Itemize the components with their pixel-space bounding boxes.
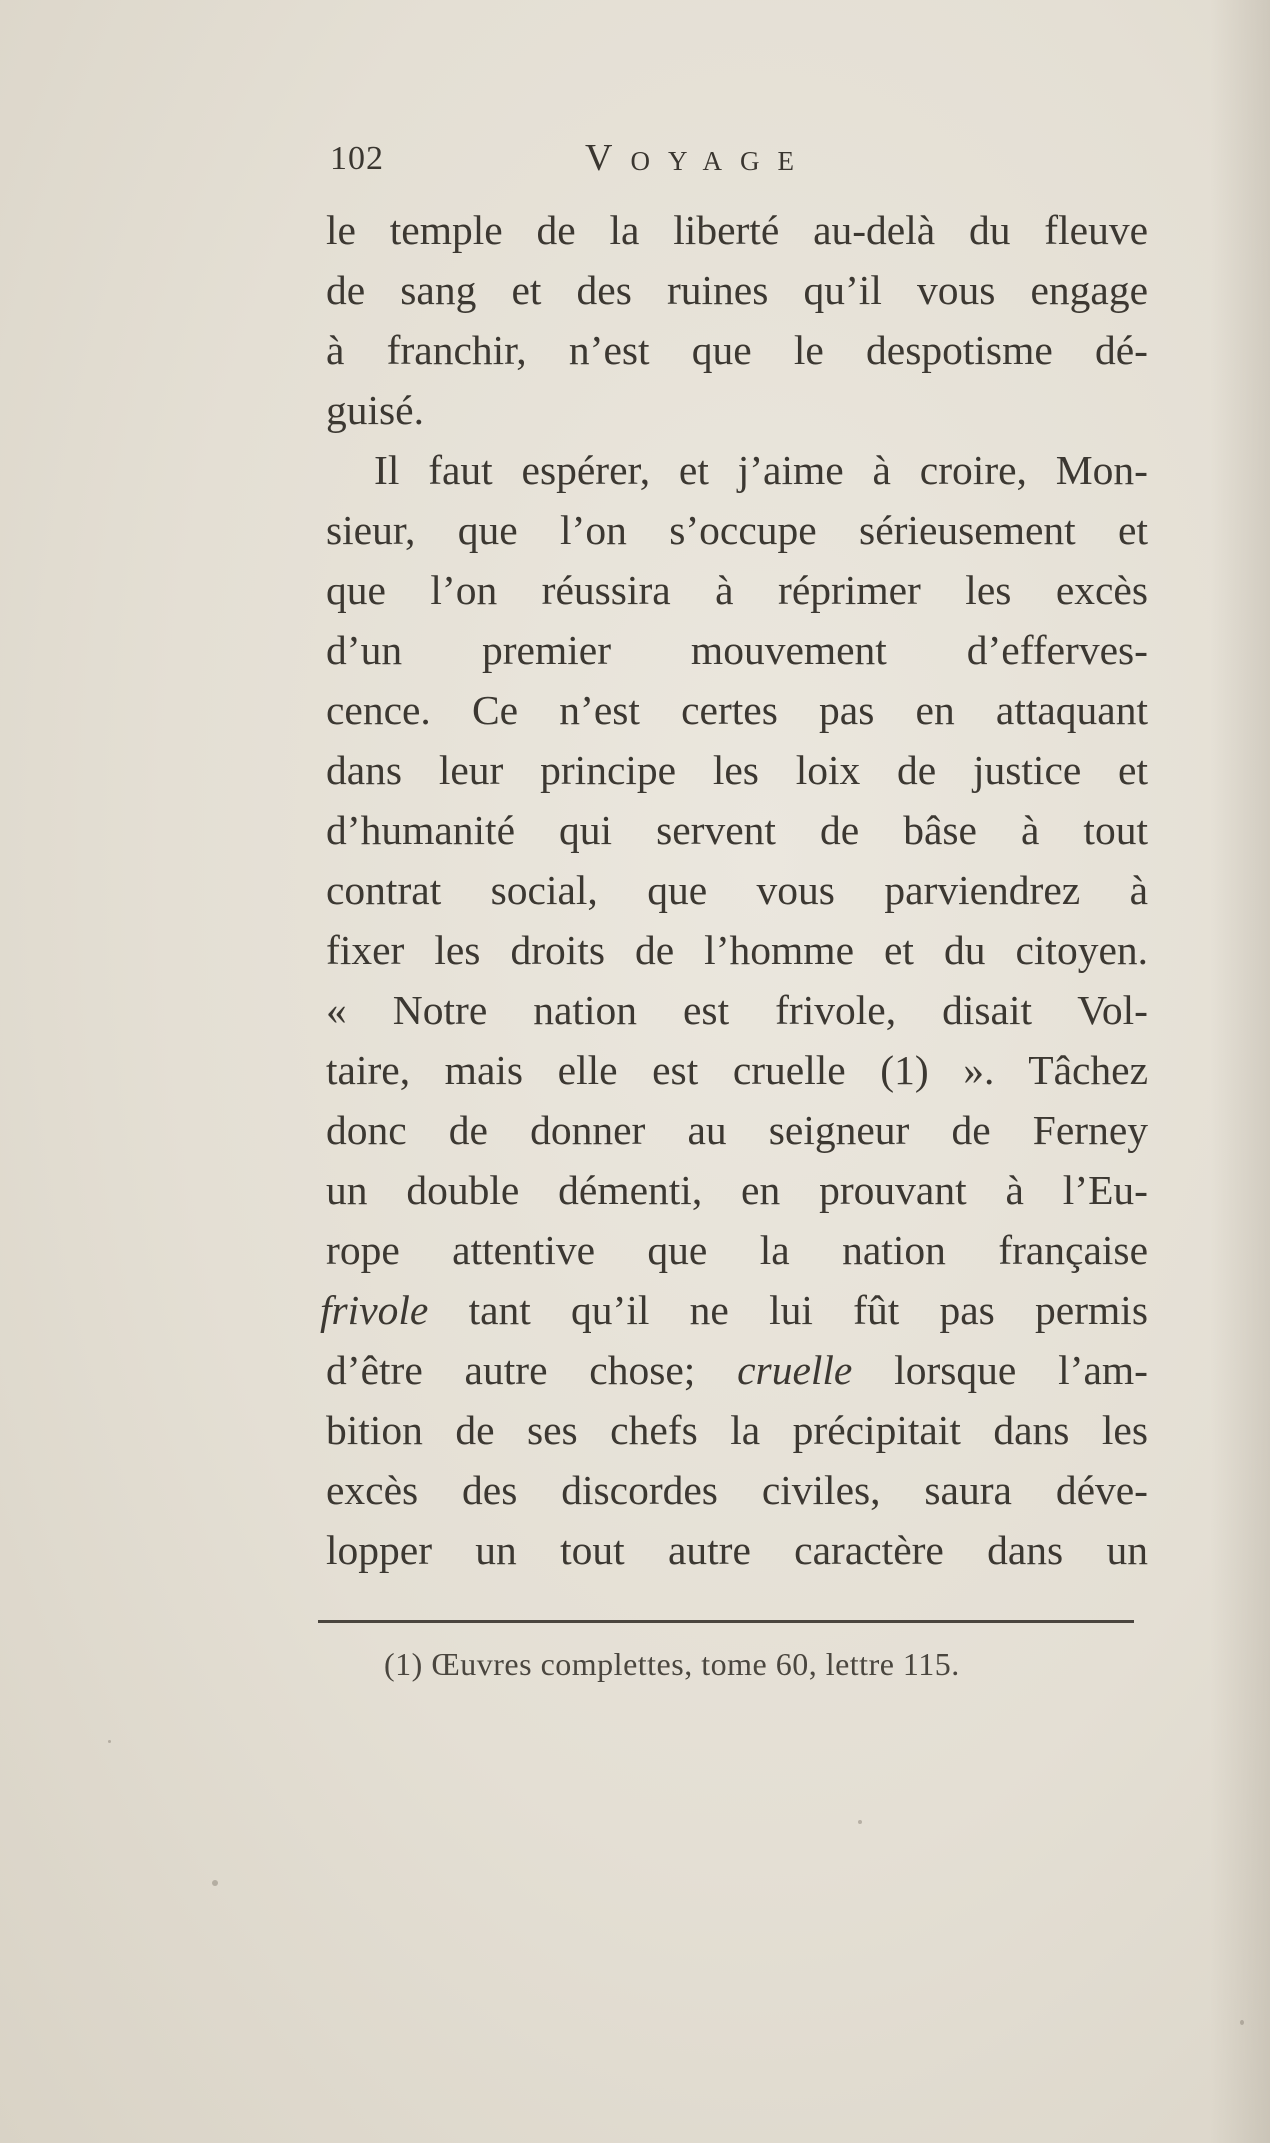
text-line: taire, mais elle est cruelle (1) ». Tâchez: [326, 1047, 1148, 1093]
paper-speck: [1240, 2020, 1244, 2025]
italic-word: frivole: [320, 1287, 429, 1333]
page-header: [330, 137, 1150, 190]
text-line: fixer les droits de l’homme et du citoyen.: [326, 927, 1148, 973]
footnote-rule: [318, 1620, 1134, 1623]
text-line: contrat social, que vous parviendrez à: [326, 867, 1148, 913]
running-head: Voyage: [585, 137, 812, 179]
text-fragment: lorsque l’am-: [852, 1347, 1148, 1393]
paper-speck: [858, 1820, 862, 1824]
text-line: de sang et des ruines qu’il vous engage: [326, 267, 1148, 313]
text-fragment: d’être autre chose;: [326, 1347, 738, 1393]
italic-word: cruelle: [737, 1347, 853, 1393]
text-line: lopper un tout autre caractère dans un: [326, 1527, 1148, 1573]
footnote: (1) Œuvres complettes, tome 60, lettre 115.: [384, 1646, 960, 1682]
text-line: Il faut espérer, et j’aime à croire, Mon-: [374, 447, 1148, 493]
text-line: d’humanité qui servent de bâse à tout: [326, 807, 1148, 853]
text-line: [326, 1340, 1148, 1400]
text-line: « Notre nation est frivole, disait Vol-: [326, 987, 1148, 1033]
text-line: à franchir, n’est que le despotisme dé-: [326, 327, 1148, 373]
paper-speck: [212, 1880, 218, 1886]
text-line: rope attentive que la nation française: [326, 1227, 1148, 1273]
text-line: d’un premier mouvement d’efferves-: [326, 627, 1148, 673]
text-line: un double démenti, en prouvant à l’Eu-: [326, 1167, 1148, 1213]
text-line: sieur, que l’on s’occupe sérieusement et: [326, 507, 1148, 553]
text-line: donc de donner au seigneur de Ferney: [326, 1107, 1148, 1153]
page-number: 102: [330, 140, 384, 177]
page-edge-shadow: [1210, 0, 1270, 2143]
paper-speck: [108, 1740, 111, 1743]
text-fragment: tant qu’il ne lui fût pas permis: [428, 1287, 1148, 1333]
body-text: [320, 200, 1148, 1580]
text-line: [320, 1280, 1148, 1340]
text-line: que l’on réussira à réprimer les excès: [326, 567, 1148, 613]
text-line: guisé.: [326, 387, 424, 433]
text-line: cence. Ce n’est certes pas en attaquant: [326, 687, 1148, 733]
text-line: le temple de la liberté au-delà du fleuve: [326, 207, 1148, 253]
text-line: dans leur principe les loix de justice et: [326, 747, 1148, 793]
text-line: excès des discordes civiles, saura déve-: [326, 1467, 1148, 1513]
text-line: bition de ses chefs la précipitait dans les: [326, 1407, 1148, 1453]
